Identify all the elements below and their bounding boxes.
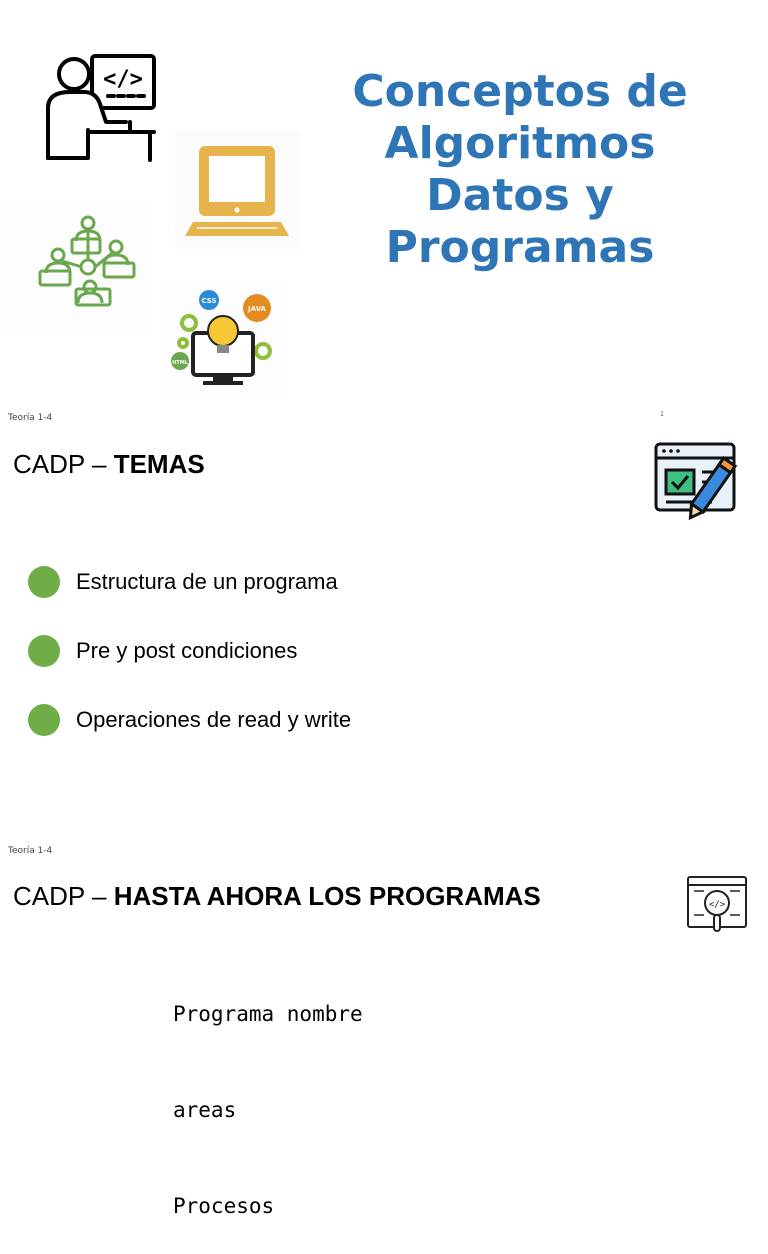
slide-footer: Teoría 1-4 (8, 413, 53, 423)
checklist-pencil-icon (652, 438, 748, 528)
code-block (173, 934, 363, 1254)
programmer-icon (40, 50, 160, 165)
list-item (28, 633, 297, 669)
list-item (28, 564, 338, 600)
title-line: Datos y (426, 170, 614, 221)
page-number: 1 (660, 411, 664, 418)
list-item-text: Estructura de un programa (76, 569, 338, 594)
bullet-dot (28, 704, 60, 736)
bullet-dot (28, 635, 60, 667)
bullet-dot (28, 566, 60, 598)
heading-bold: HASTA AHORA LOS PROGRAMAS (113, 881, 541, 911)
list-item-text: Operaciones de read y write (76, 707, 352, 732)
coding-lightbulb-icon (163, 283, 283, 398)
team-network-icon (0, 205, 150, 330)
title-line: Conceptos de (352, 66, 688, 117)
section-heading (13, 881, 541, 911)
svg-text:HTML: HTML (172, 360, 188, 366)
svg-text:</>: </> (708, 900, 726, 910)
heading-bold: TEMAS (113, 449, 205, 479)
slide-title (330, 66, 710, 274)
title-line: Programas (385, 222, 655, 273)
slide-footer: Teoría 1-4 (8, 846, 53, 856)
heading-prefix: CADP – (13, 881, 114, 911)
svg-text:</>: </> (103, 67, 143, 92)
heading-prefix: CADP – (13, 449, 114, 479)
code-line: Procesos (173, 1194, 275, 1218)
code-line: Programa nombre (173, 1002, 363, 1026)
list-item (28, 702, 351, 738)
title-line: Algoritmos (384, 118, 656, 169)
section-heading (13, 449, 205, 479)
svg-text:JAVA: JAVA (248, 305, 266, 313)
list-item-text: Pre y post condiciones (76, 638, 298, 663)
code-search-icon (686, 875, 748, 937)
computer-icon (175, 130, 300, 250)
code-line: areas (173, 1098, 237, 1122)
svg-text:CSS: CSS (201, 297, 217, 305)
